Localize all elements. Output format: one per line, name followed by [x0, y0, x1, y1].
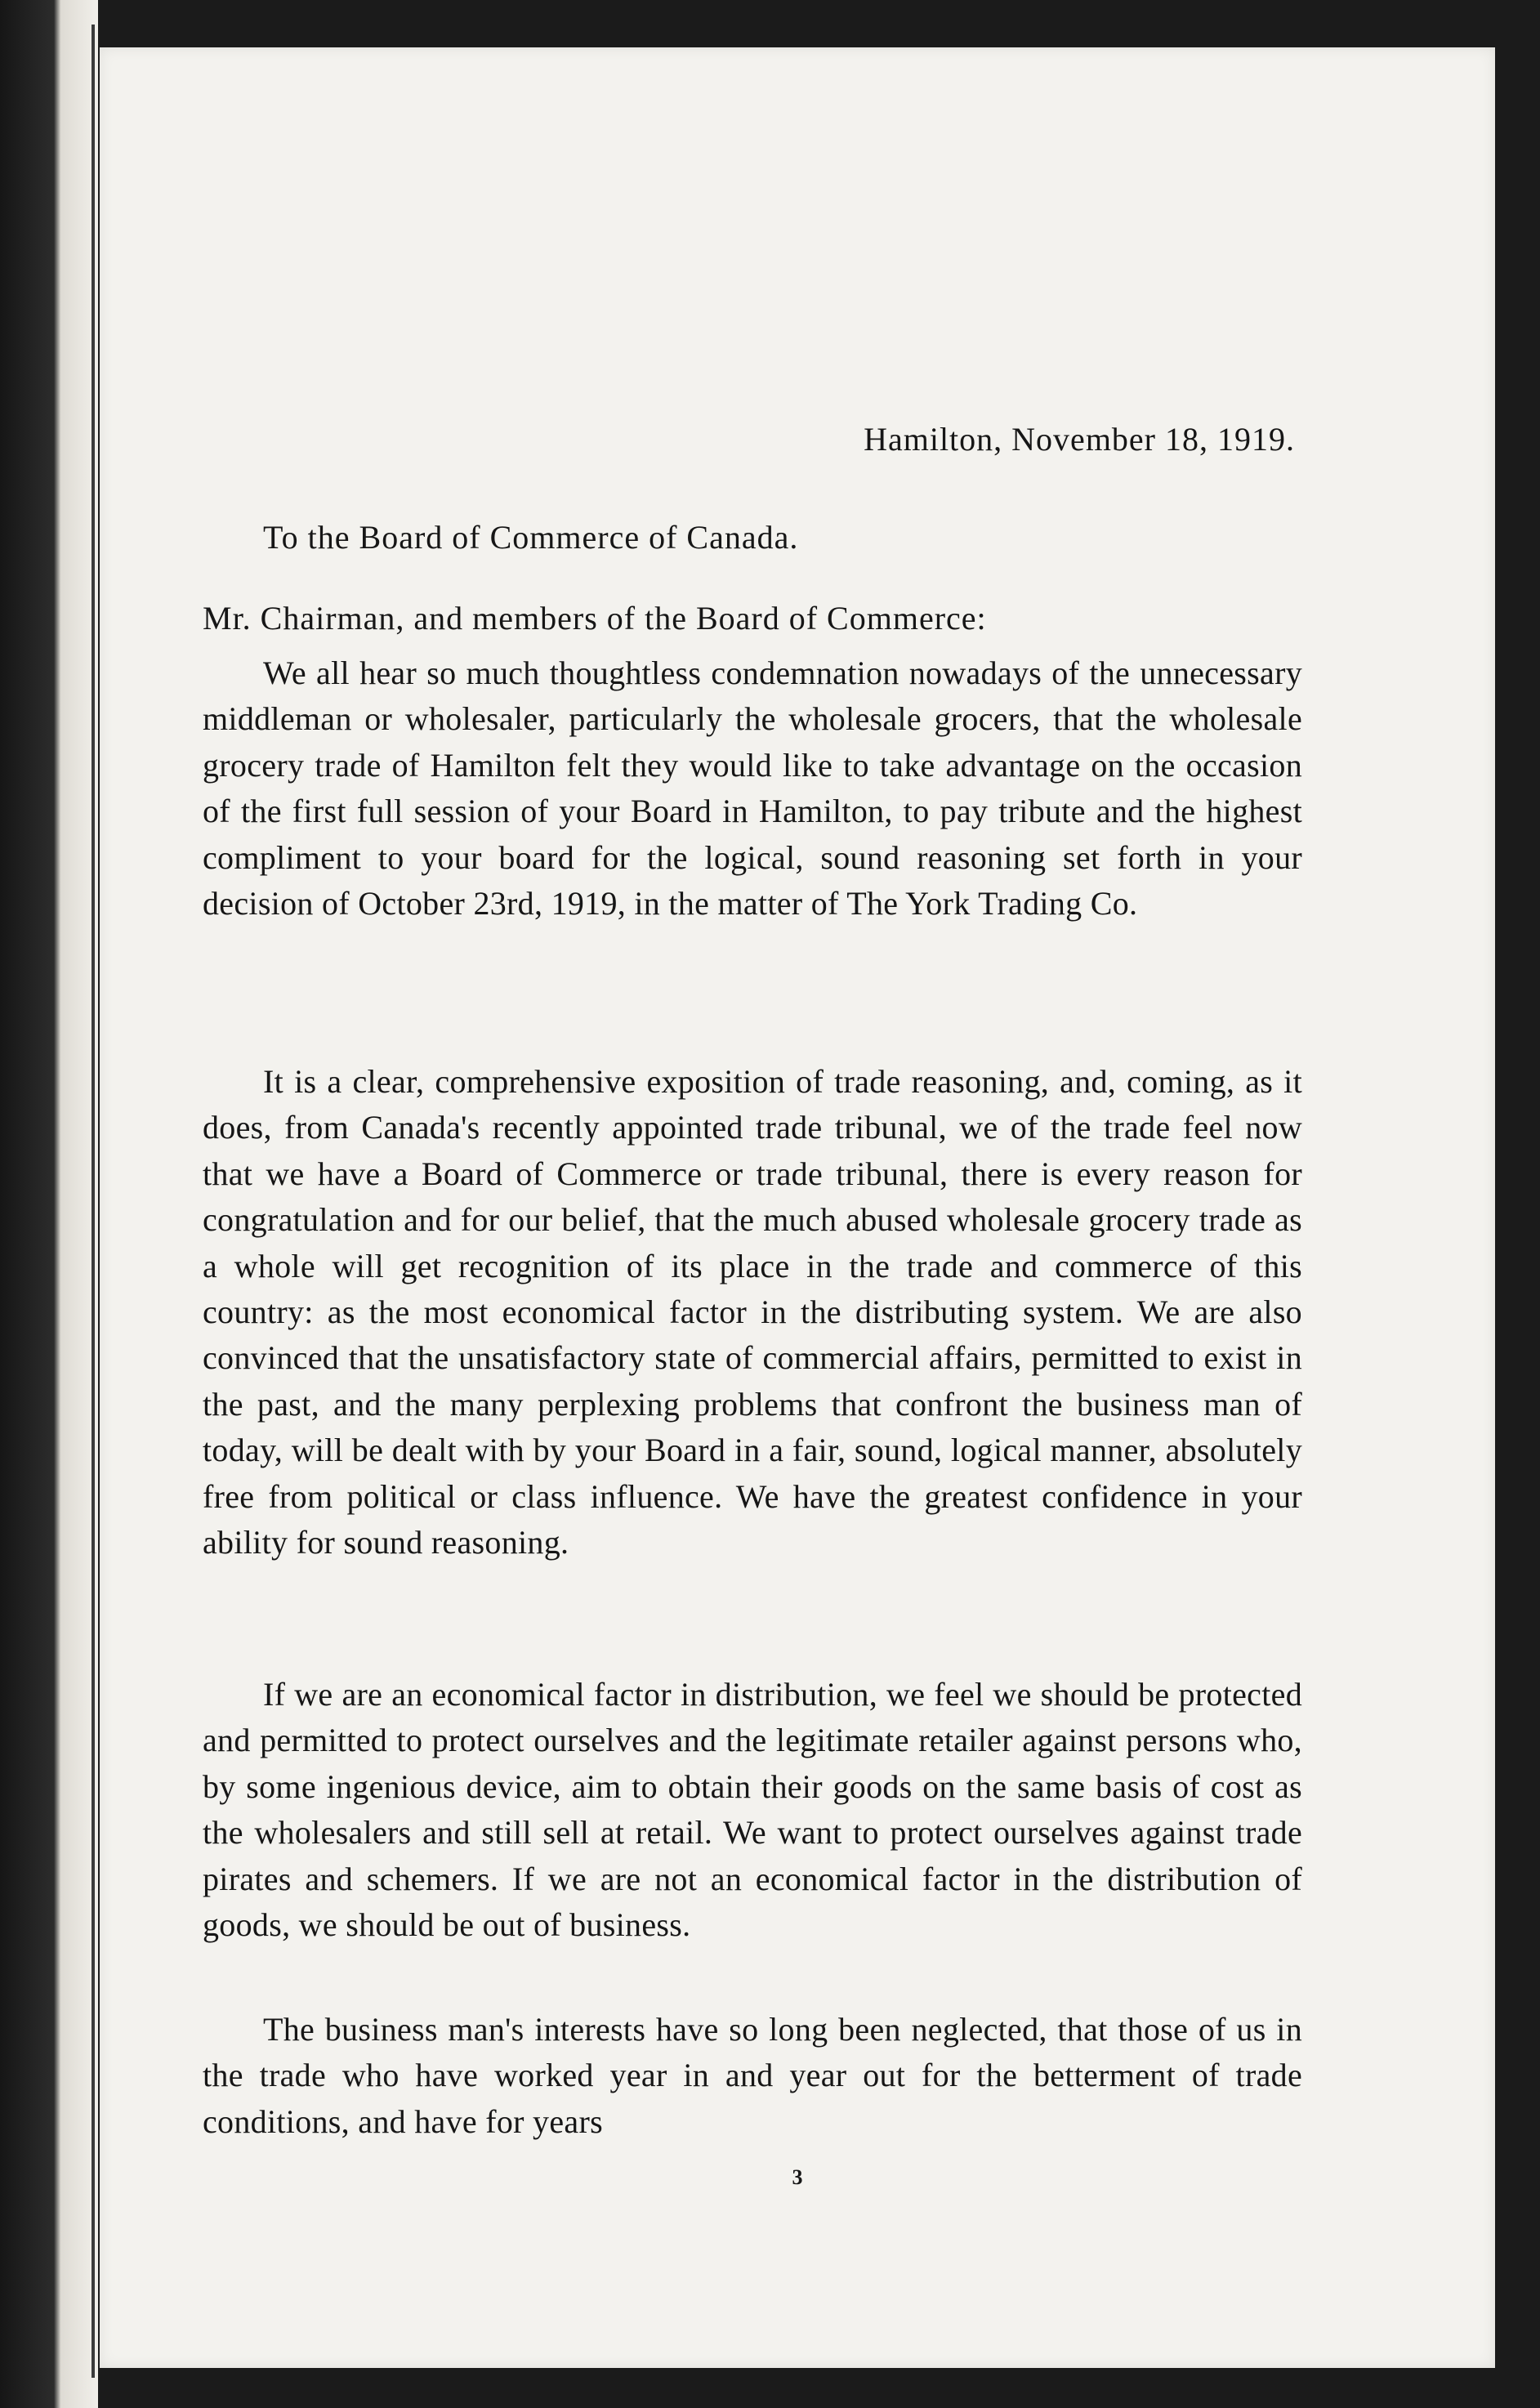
letter-address-line: Mr. Chairman, and members of the Board of Commerce:: [203, 600, 987, 637]
book-spine: [0, 0, 98, 2408]
document-page: [100, 47, 1495, 2368]
body-paragraph: The business man's interests have so long been neglected, that those of us in the trade who have worked year in and year out for the betterment of trade conditions, and have for years: [203, 2011, 1302, 2140]
letter-dateline: Hamilton, November 18, 1919.: [864, 421, 1295, 458]
body-paragraph: We all hear so much thoughtless condemnation nowadays of the unnecessary middleman or wholesaler, particularly the wholesale grocers, that the wholesale grocery trade of Hamilton felt they would like to take advantage on the occasion of the first full session of your Board in Hamilton, to pay tribute and the highest compliment to your board for the logical, sound reasoning set forth in your decision of October 23rd, 1919, in the matter of The York Trading Co.: [203, 654, 1302, 923]
gutter-edge: [92, 25, 95, 2378]
body-paragraph: It is a clear, comprehensive exposition of trade reasoning, and, coming, as it does, from Canada's recently appointed trade tribunal, we of the trade feel now that we have a Board of Commerce or trade tribunal, there is every reason for congratulation and for our belief, that the much abused wholesale grocery trade as a whole will get recognition of its place in the trade and commerce of this country: as the most economical factor in the distributing system. We are also convinced that the unsatisfactory state of commercial affairs, permitted to exist in the past, and the many perplexing problems that confront the business man of today, will be dealt with by your Board in a fair, sound, logical manner, absolutely free from political or class influence. We have the greatest confidence in your ability for sound reasoning.: [203, 1063, 1302, 1561]
letter-salutation: To the Board of Commerce of Canada.: [263, 519, 799, 556]
body-paragraph: If we are an economical factor in distribution, we feel we should be protected and permitted to protect ourselves and the legitimate retailer against persons who, by some ingenious device, aim to obtain their goods on the same basis of cost as the wholesalers and still sell at retail. We want to protect ourselves against trade pirates and schemers. If we are not an economical factor in the distribution of goods, we should be out of business.: [203, 1676, 1302, 1944]
page-number: 3: [792, 2165, 803, 2189]
